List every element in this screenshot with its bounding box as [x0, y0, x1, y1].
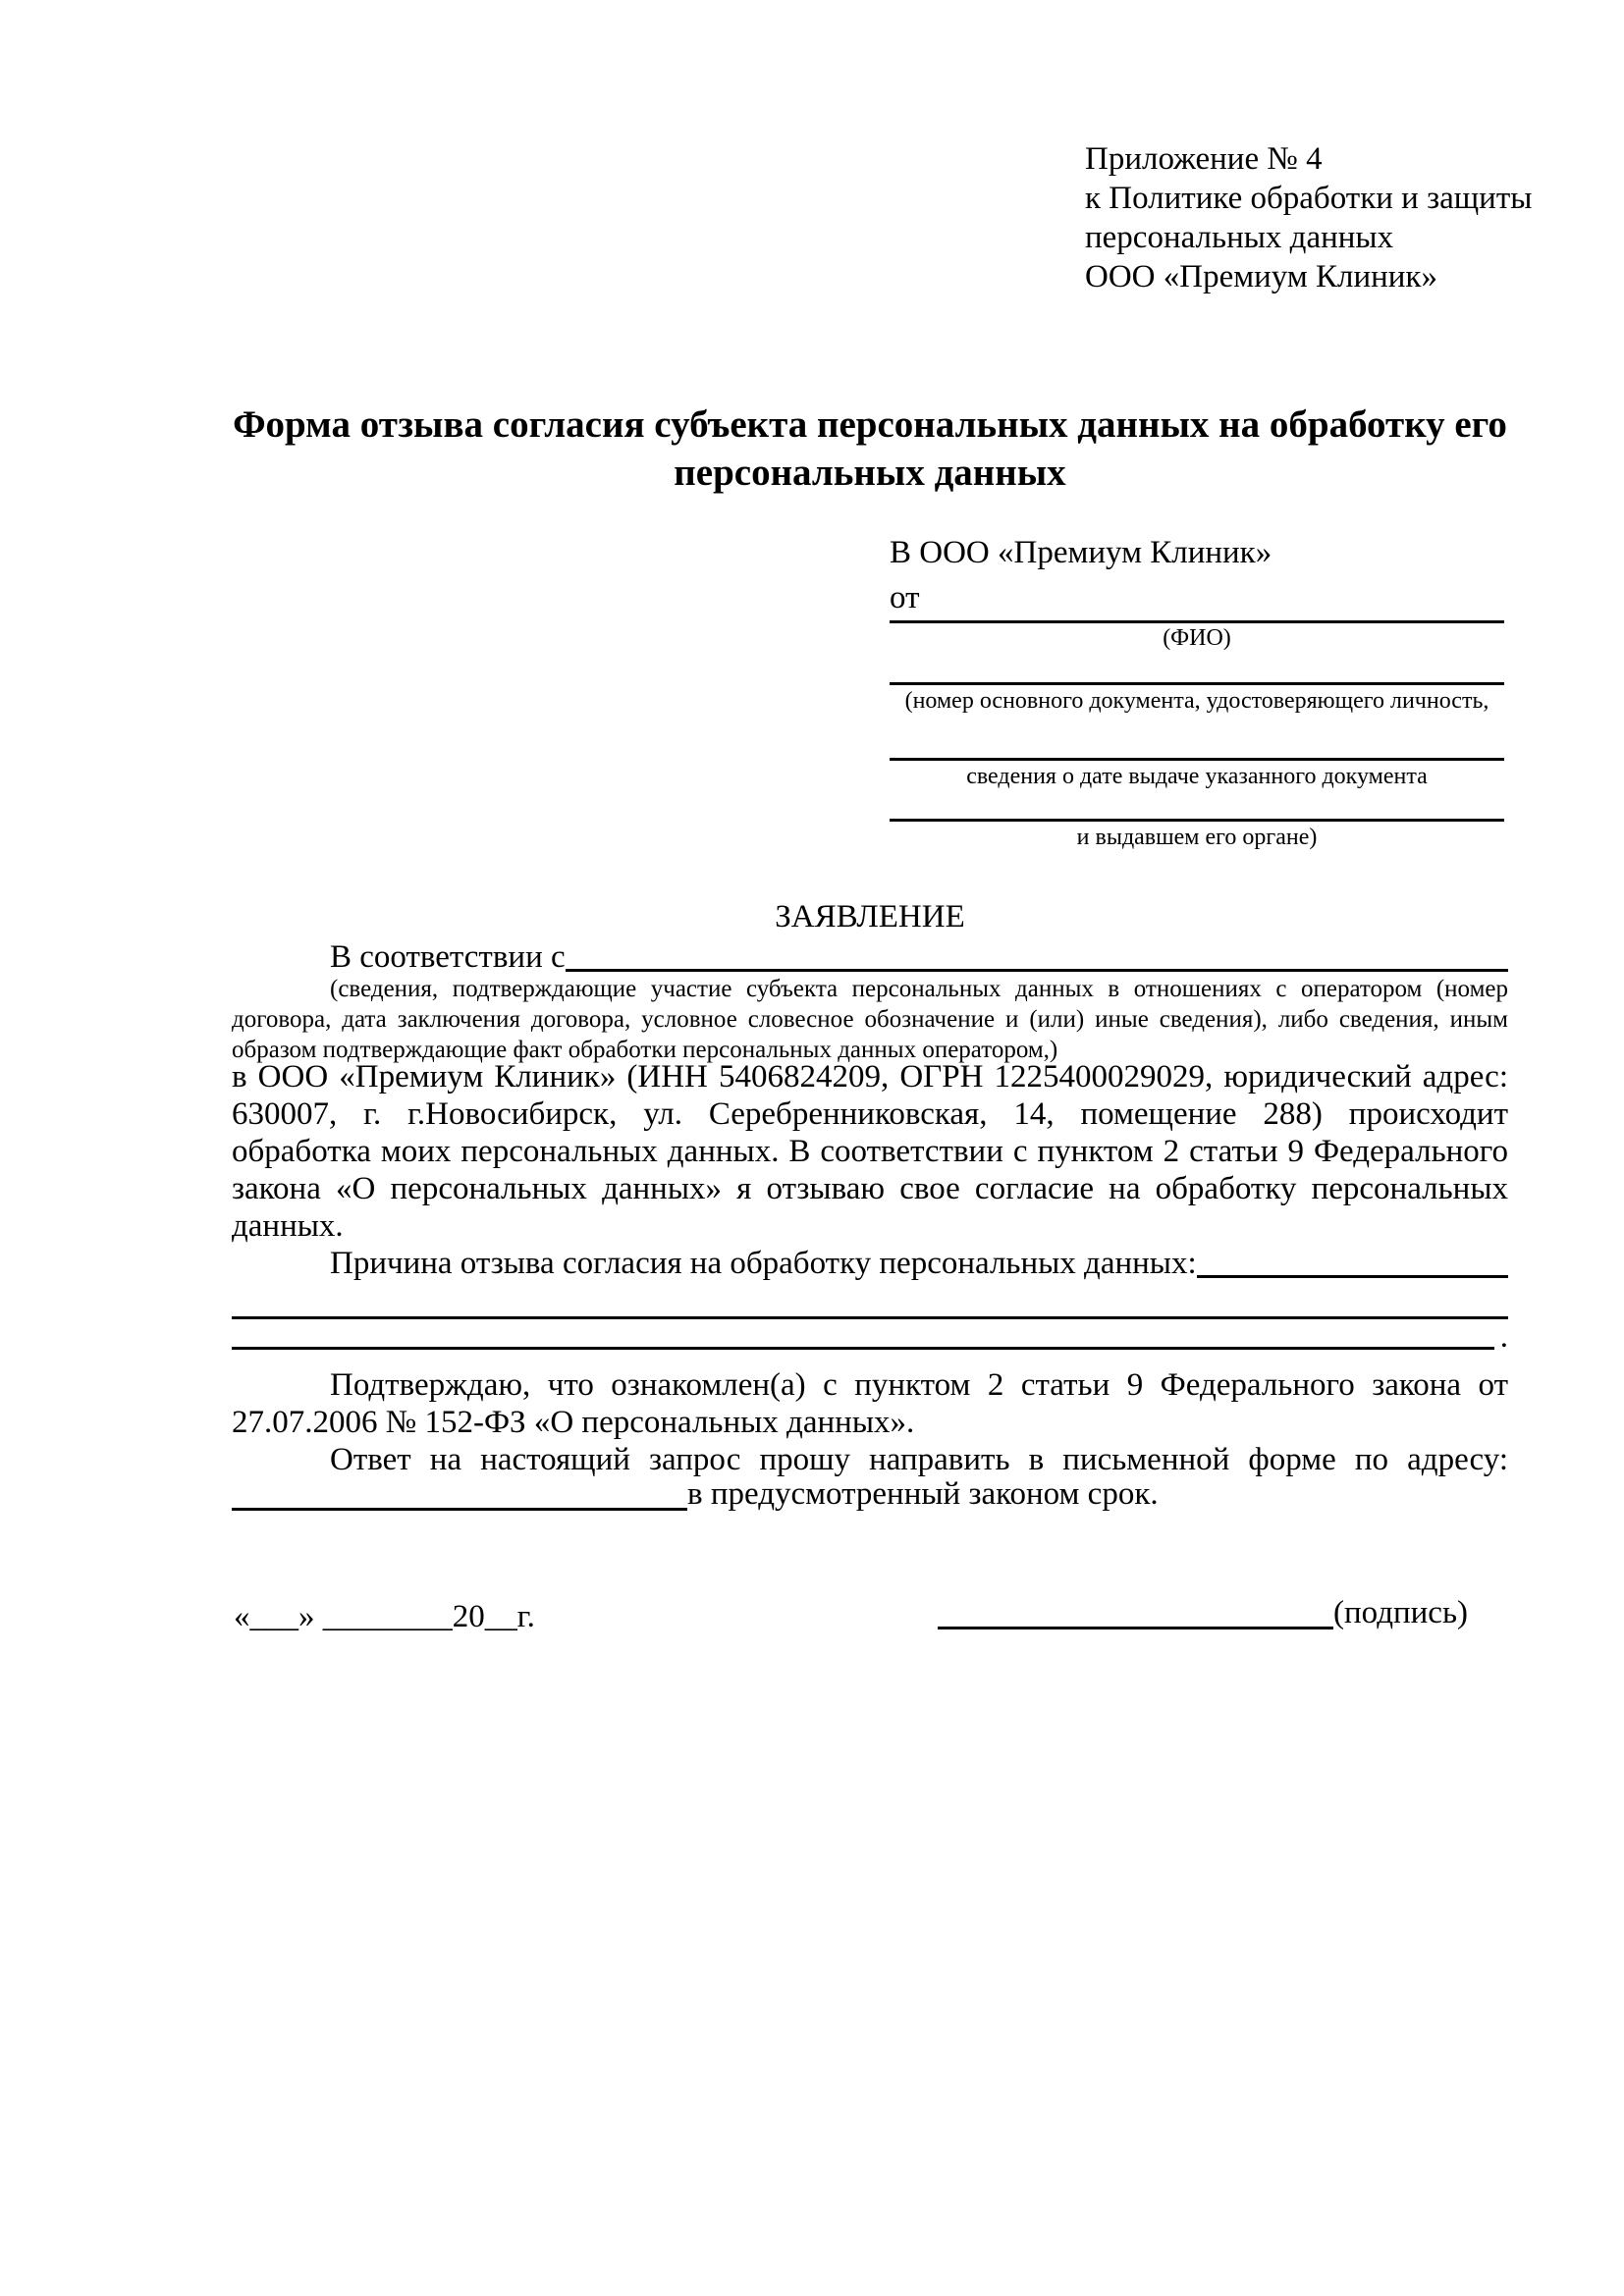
- reply-address-row: [232, 1478, 1508, 1511]
- document-issuer-input-line[interactable]: [890, 819, 1504, 822]
- appendix-header-line: Приложение № 4: [1085, 141, 1323, 177]
- document-number-caption: (номер основного документа, удостоверяющего личность,: [904, 688, 1489, 714]
- reason-continuation-line-1[interactable]: [232, 1284, 1508, 1319]
- document-issuer-caption: и выдавшем его органе): [1076, 825, 1318, 850]
- confirmation-paragraph: Подтверждаю, что ознакомлен(а) с пунктом 2 статьи 9 Федерального закона от 27.07.2006 № 152-ФЗ «О персональных данных».: [232, 1367, 1508, 1440]
- reason-row: [232, 1245, 1508, 1282]
- body-paragraph: в ООО «Премиум Клиник» (ИНН 5406824209, ОГРН 1225400029029, юридический адрес: 630007, г. г.Новосибирск, ул. Серебренниковская, 14, помещение 288) происходит обработка моих персональных данных. В соответствии с пунктом 2 статьи 9 Федерального закона «О персональных данных» я отзываю свое согласие на обработку персональных данных.: [232, 1059, 1508, 1244]
- reason-input-line[interactable]: [1197, 1275, 1508, 1278]
- reason-end-period: .: [1499, 1319, 1508, 1355]
- appendix-header-line: персональных данных: [1085, 220, 1394, 255]
- date-fill-line[interactable]: «___» ________20__г.: [234, 1599, 535, 1634]
- appendix-header-line: к Политике обработки и защиты: [1085, 181, 1533, 216]
- basis-label: В соответствии с: [330, 939, 566, 975]
- recipient-block: [890, 530, 1504, 854]
- recipient-to-line: В ООО «Премиум Клиник»: [890, 535, 1272, 570]
- document-title: Форма отзыва согласия субъекта персональных данных на обработку его персональных данных: [233, 403, 1507, 494]
- appendix-header: [1085, 139, 1532, 296]
- signature-row: [938, 1597, 1468, 1629]
- signature-input-line[interactable]: [938, 1627, 1333, 1629]
- recipient-from-label: от: [890, 580, 920, 615]
- reason-label: Причина отзыва согласия на обработку персональных данных:: [330, 1246, 1197, 1281]
- reply-address-input-line[interactable]: [232, 1508, 687, 1511]
- statement-heading: ЗАЯВЛЕНИЕ: [775, 899, 965, 934]
- document-issue-date-caption: сведения о дате выдаче указанного документа: [966, 764, 1428, 789]
- reply-request-paragraph: Ответ на настоящий запрос прошу направить в письменной форме по адресу:: [330, 1442, 1508, 1477]
- reply-suffix: в предусмотренный законом срок.: [687, 1476, 1159, 1512]
- basis-note: (сведения, подтверждающие участие субъекта персональных данных в отношениях с оператором (номер договора, дата заключения договора, условное словесное обозначение и (или) иные сведения), либо сведения, иным образом подтверждающие факт обработки персональных данных оператором,): [232, 976, 1508, 1063]
- document-issue-date-input-line[interactable]: [890, 758, 1504, 761]
- basis-input-line[interactable]: [566, 969, 1508, 972]
- signature-caption: (подпись): [1333, 1595, 1468, 1630]
- fio-input-line[interactable]: [890, 620, 1504, 623]
- document-number-input-line[interactable]: [890, 682, 1504, 685]
- fio-caption: (ФИО): [1163, 625, 1231, 651]
- reason-continuation-line-2: [232, 1321, 1508, 1354]
- appendix-header-line: ООО «Премиум Клиник»: [1085, 259, 1437, 294]
- reason-continuation-input-line[interactable]: [232, 1347, 1494, 1350]
- basis-row: [232, 938, 1508, 976]
